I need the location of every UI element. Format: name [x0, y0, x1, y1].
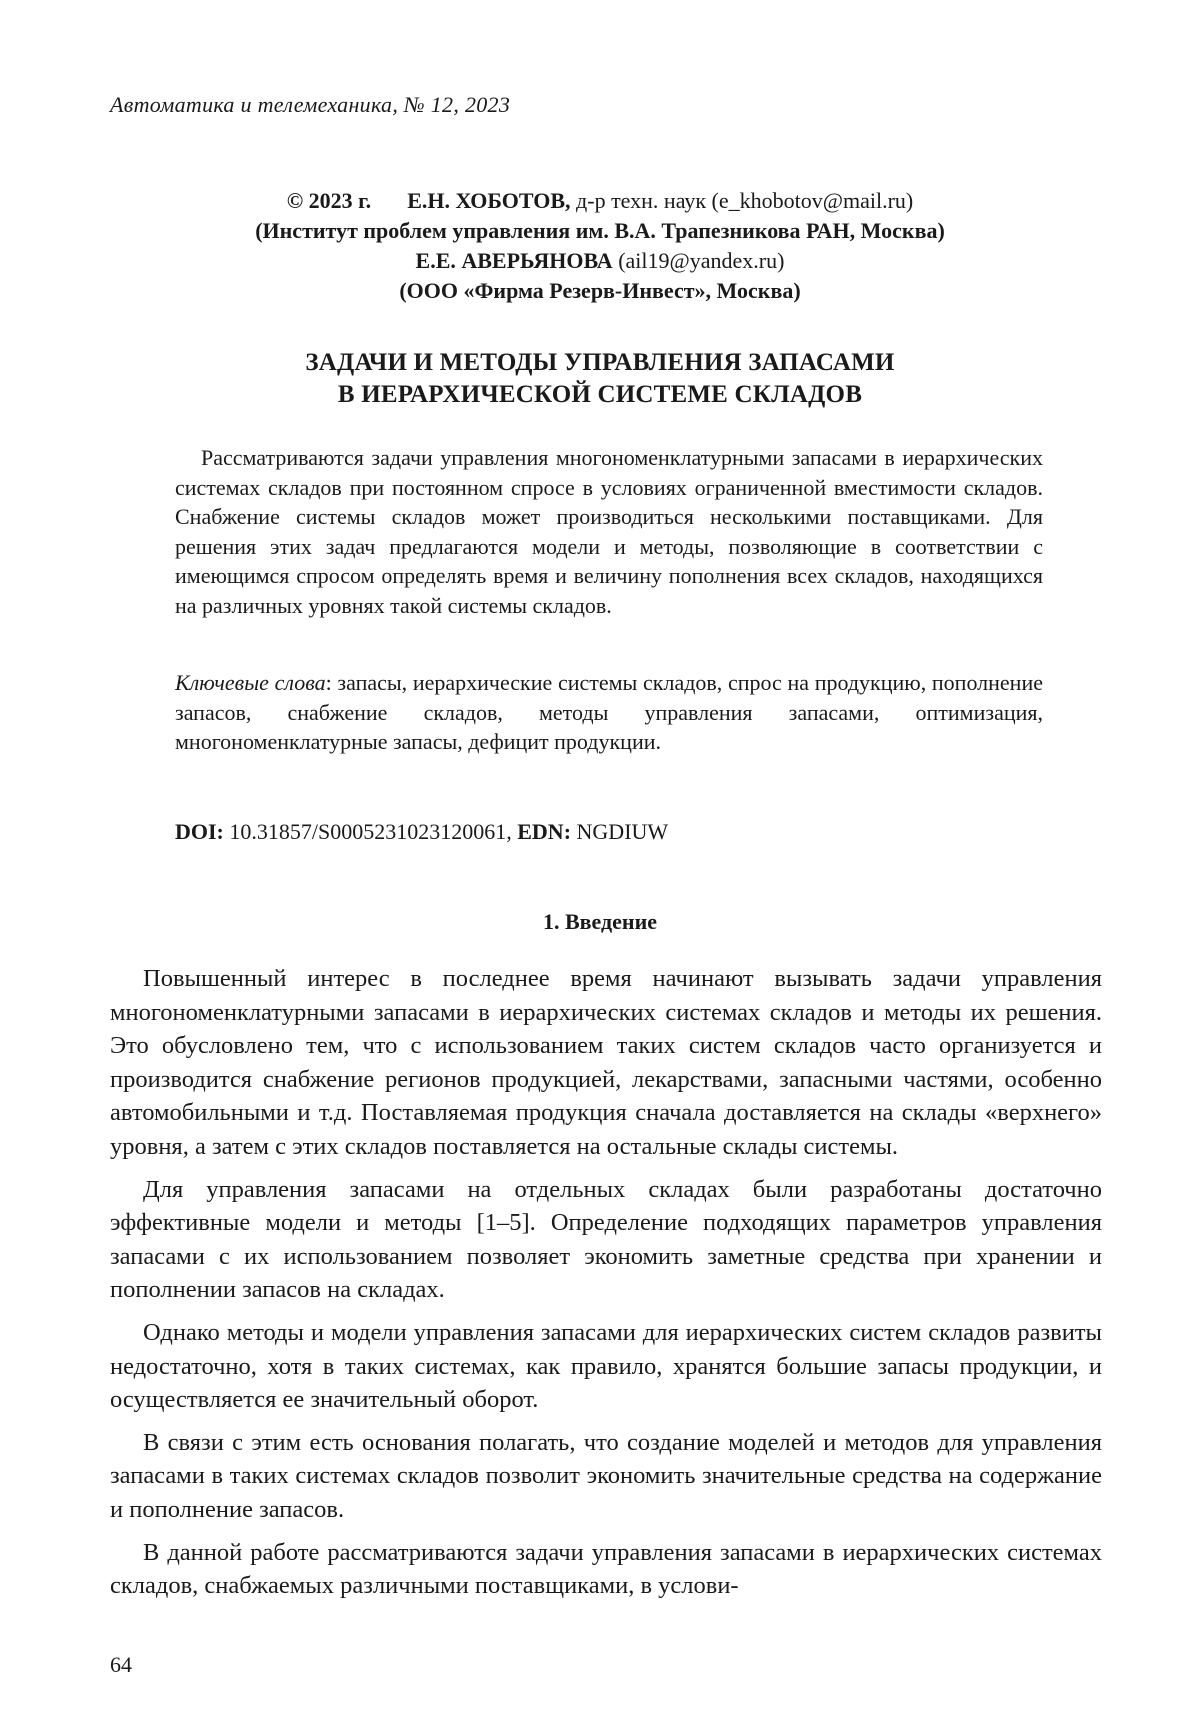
body-paragraph: В данной работе рассматриваются задачи управления запасами в иерархических системах складов, снабжаемых различными поставщиками, в услови- [110, 1538, 1102, 1600]
edn-value: NGDIUW [571, 819, 669, 844]
author-1-name: Е.Н. ХОБОТОВ, [407, 188, 571, 213]
author-2-affiliation: (ООО «Фирма Резерв-Инвест», Москва) [399, 278, 801, 303]
keywords-label: Ключевые слова [175, 670, 326, 695]
journal-header: Автоматика и телемеханика, № 12, 2023 [110, 92, 511, 117]
copyright-notice: © 2023 г. [286, 188, 372, 213]
author-1-affiliation: (Институт проблем управления им. В.А. Трапезникова РАН, Москва) [255, 218, 945, 243]
body-paragraph: В связи с этим есть основания полагать, что создание моделей и методов для управления запасами в таких системах складов позволит экономить значительные средства на содержание и пополнение запасов. [110, 1428, 1102, 1523]
author-2-name: Е.Е. АВЕРЬЯНОВА [415, 248, 613, 273]
author-2-email: (ail19@yandex.ru) [618, 248, 785, 273]
abstract: Рассматриваются задачи управления многономенклатурными запасами в иерархических системах складов при постоянном спросе в условиях ограниченной вместимости складов. Снабжение системы складов может производиться несколькими поставщиками. Для решения этих задач предлагаются модели и методы, позволяющие в соответствии с имеющимся спросом определять время и величину пополнения всех складов, находящихся на различных уровнях такой системы складов. [175, 445, 1043, 618]
author-line-2 [110, 246, 1090, 276]
keywords [175, 668, 1043, 757]
body-paragraph: Повышенный интерес в последнее время начинают вызывать задачи управления многономенклатурными запасами в иерархических системах складов и методы их решения. Это обусловлено тем, что с использованием таких систем складов часто организуется и производится снабжение регионов продукцией, лекарствами, запасными частями, особенно автомобильными и т.д. Поставляемая продукция сначала доставляется на склады «верхнего» уровня, а затем с этих складов поставляется на остальные склады системы. [110, 965, 1102, 1160]
body-paragraph: Для управления запасами на отдельных складах были разработаны достаточно эффективные модели и методы [1–5]. Определение подходящих параметров управления запасами с их использованием позволяет экономить заметные средства при хранении и пополнении запасов на складах. [110, 1175, 1102, 1304]
author-line-1 [110, 186, 1090, 216]
doi-value: 10.31857/S0005231023120061, [223, 819, 518, 844]
page-number: 64 [110, 1652, 132, 1677]
doi-label: DOI: [175, 819, 224, 844]
author-1-details: д-р техн. наук (e_khobotov@mail.ru) [576, 188, 914, 213]
body-paragraph: Однако методы и модели управления запасами для иерархических систем складов развиты недостаточно, хотя в таких системах, как правило, хранятся большие запасы продукции, и осуществляется ее значительный оборот. [110, 1318, 1102, 1414]
keywords-text: : запасы, иерархические системы складов, спрос на продукцию, пополнение запасов, снабжение складов, методы управления запасами, оптимизация, многономенклатурные запасы, дефицит продукции. [175, 670, 1043, 755]
section-heading: 1. Введение [542, 909, 658, 934]
body-text [110, 962, 1102, 1612]
author-block [110, 186, 1090, 306]
edn-label: EDN: [517, 819, 572, 844]
doi-line [175, 819, 668, 845]
title-line-2: В ИЕРАРХИЧЕСКОЙ СИСТЕМЕ СКЛАДОВ [337, 381, 863, 408]
paper-title [110, 347, 1090, 411]
title-line-1: ЗАДАЧИ И МЕТОДЫ УПРАВЛЕНИЯ ЗАПАСАМИ [305, 349, 895, 376]
